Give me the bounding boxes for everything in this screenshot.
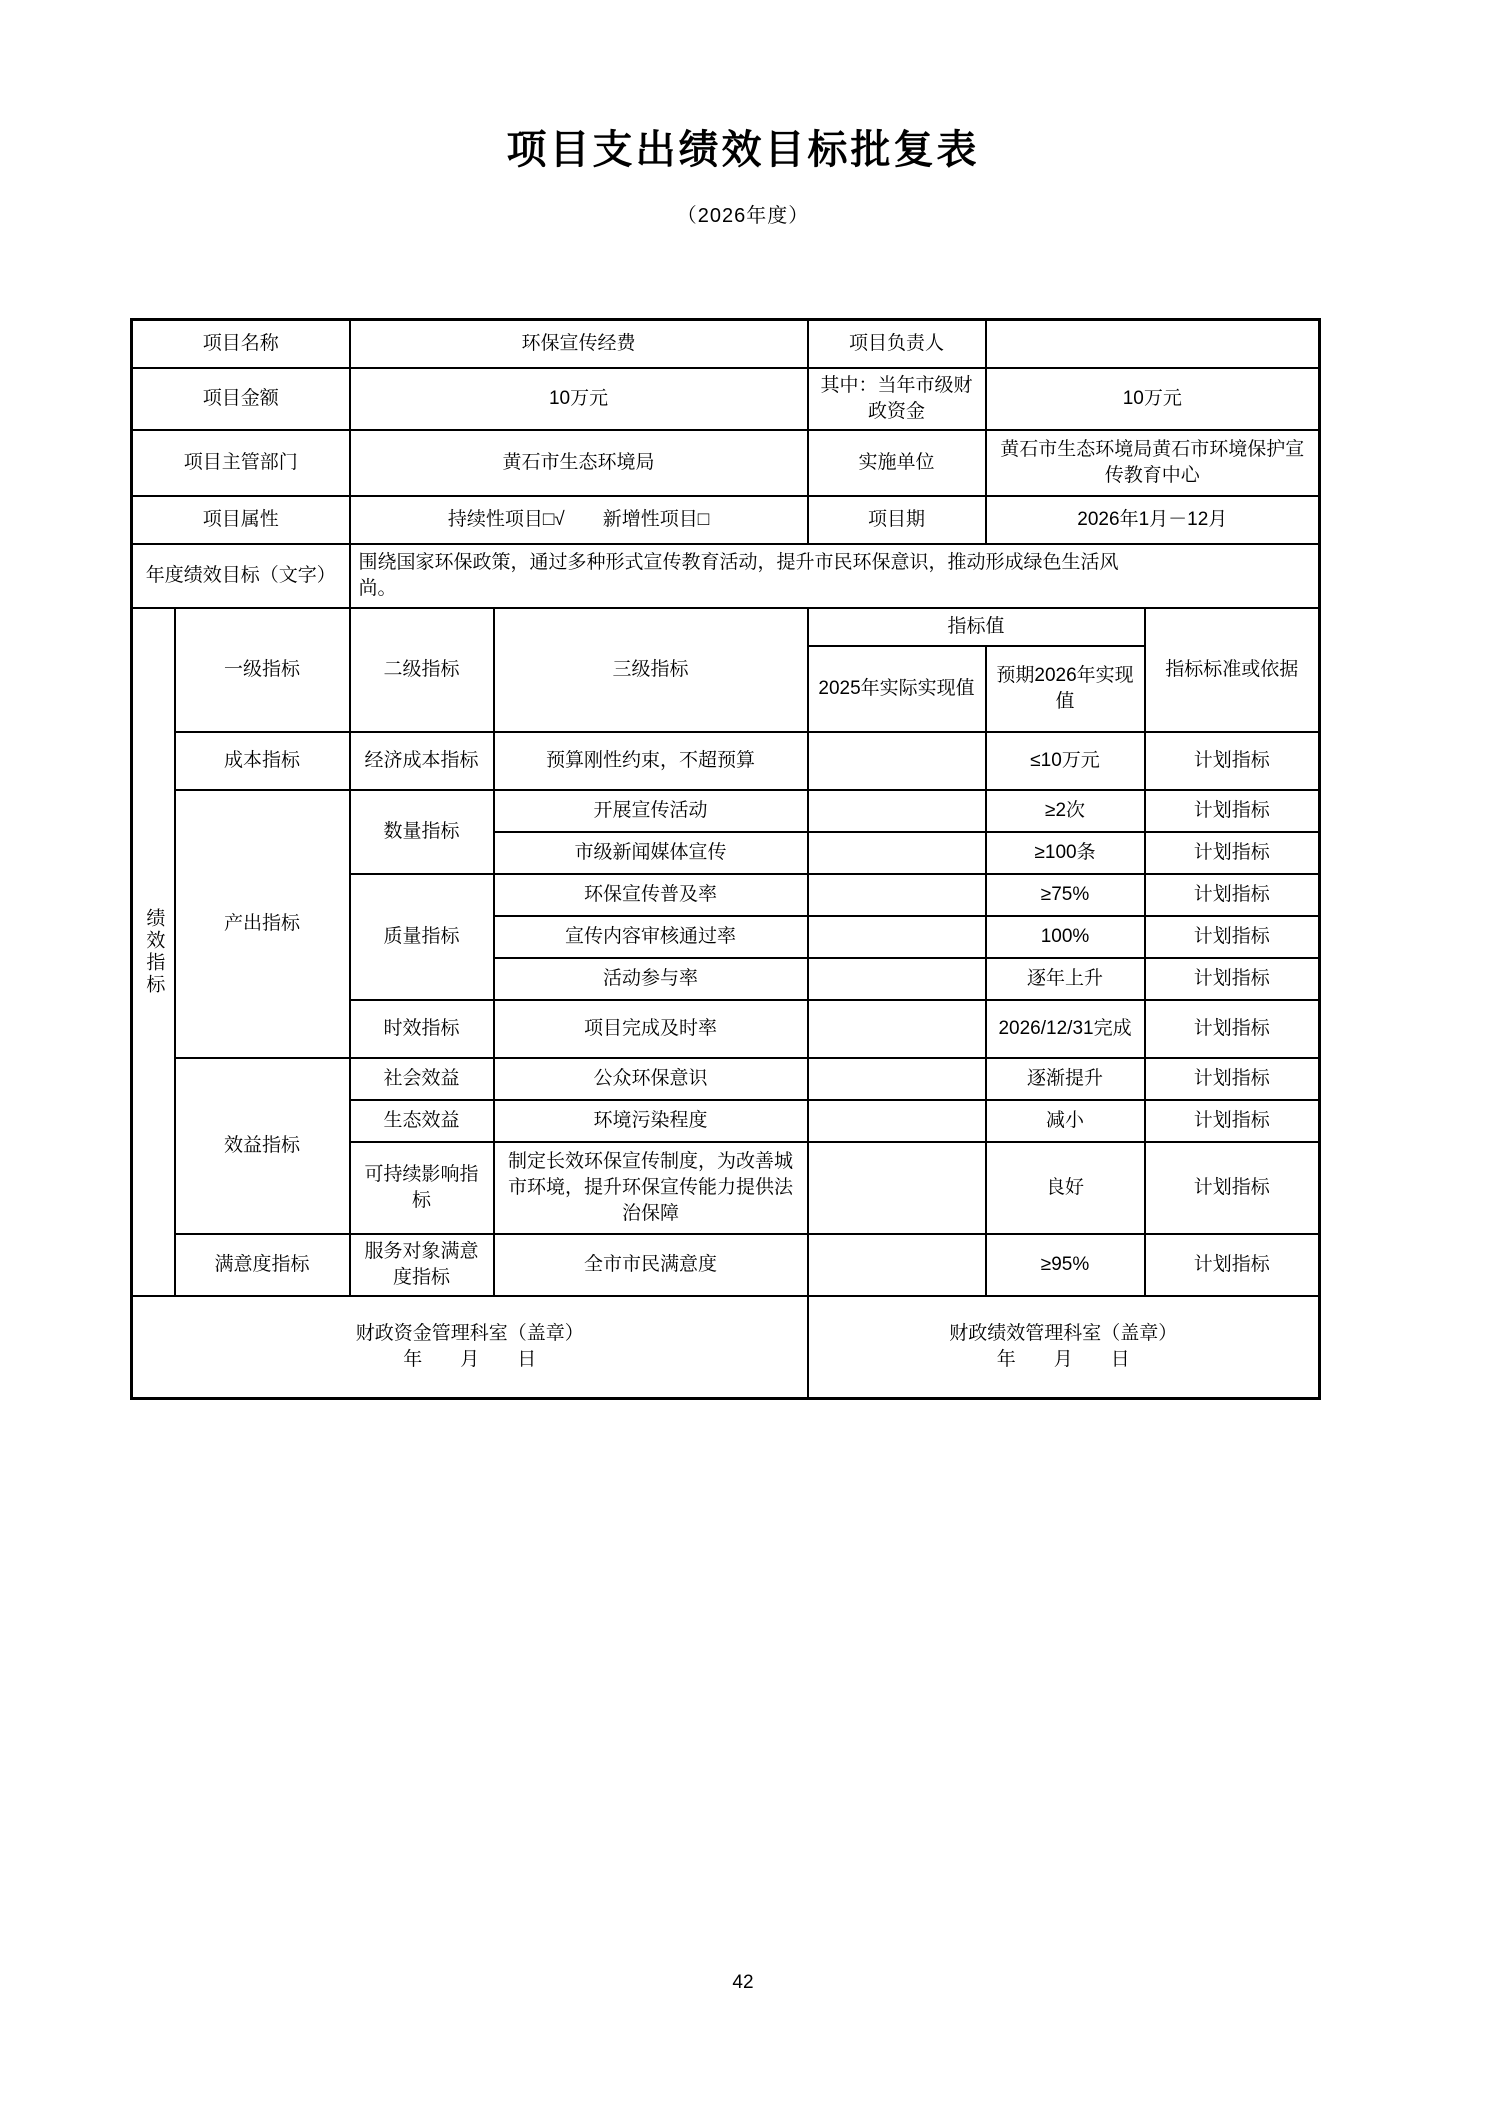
- indicator-header-row-1: [132, 608, 1320, 646]
- level3-budget-constraint: 预算刚性约束，不超预算: [494, 732, 808, 790]
- project-period-label: 项目期: [808, 496, 986, 544]
- project-name-value: 环保宣传经费: [350, 320, 808, 368]
- level3-citizen-satisfaction: 全市市民满意度: [494, 1234, 808, 1296]
- value-2025: [808, 1100, 986, 1142]
- department-label: 项目主管部门: [132, 430, 350, 496]
- header-level3: 三级指标: [494, 608, 808, 732]
- indicator-basis: 计划指标: [1145, 1142, 1320, 1234]
- value-2025: [808, 958, 986, 1000]
- project-name-label: 项目名称: [132, 320, 350, 368]
- indicator-basis: 计划指标: [1145, 1058, 1320, 1100]
- level2-economic-cost: 经济成本指标: [350, 732, 494, 790]
- level2-quantity: 数量指标: [350, 790, 494, 874]
- department-value: 黄石市生态环境局: [350, 430, 808, 496]
- page-subtitle: （2026年度）: [676, 205, 810, 227]
- approval-table: [130, 318, 1321, 1400]
- value-2025: [808, 790, 986, 832]
- annual-goal-text: [350, 544, 1320, 608]
- value-2026: 良好: [986, 1142, 1145, 1234]
- indicator-basis: 计划指标: [1145, 1100, 1320, 1142]
- city-funds-label: 其中：当年市级财政资金: [808, 368, 986, 430]
- header-value-group: 指标值: [808, 608, 1145, 646]
- indicator-basis: 计划指标: [1145, 790, 1320, 832]
- value-2025: [808, 732, 986, 790]
- page-number: 42: [732, 1972, 754, 1993]
- indicator-basis: 计划指标: [1145, 874, 1320, 916]
- signature-left-date: 年 月 日: [403, 1349, 537, 1371]
- signature-left-title: 财政资金管理科室（盖章）: [355, 1322, 584, 1344]
- info-row-annual-goal: [132, 544, 1320, 608]
- page-title: 项目支出绩效目标批复表: [506, 128, 980, 172]
- annual-goal-label: 年度绩效目标（文字）: [132, 544, 350, 608]
- value-2026: 100%: [986, 916, 1145, 958]
- indicator-basis: 计划指标: [1145, 1000, 1320, 1058]
- value-2026: ≥2次: [986, 790, 1145, 832]
- value-2025: [808, 1058, 986, 1100]
- project-period-value: 2026年1月－12月: [986, 496, 1320, 544]
- info-row-attribute: [132, 496, 1320, 544]
- implementing-unit-label: 实施单位: [808, 430, 986, 496]
- indicator-row: [132, 1234, 1320, 1296]
- header-value-2026: 预期2026年实现值: [986, 646, 1145, 732]
- annual-goal-text-inner: 围绕国家环保政策，通过多种形式宣传教育活动，提升市民环保意识，推动形成绿色生活风尚。: [358, 551, 1119, 599]
- value-2025: [808, 1142, 986, 1234]
- city-funds-value: 10万元: [986, 368, 1320, 430]
- header-level2: 二级指标: [350, 608, 494, 732]
- level3-long-term-system: 制定长效环保宣传制度，为改善城市环境，提升环保宣传能力提供法治保障: [494, 1142, 808, 1234]
- value-2025: [808, 916, 986, 958]
- project-amount-label: 项目金额: [132, 368, 350, 430]
- value-2026: ≤10万元: [986, 732, 1145, 790]
- value-2026: 减小: [986, 1100, 1145, 1142]
- level2-sustainable-impact: 可持续影响指标: [350, 1142, 494, 1234]
- indicator-row: [132, 1058, 1320, 1100]
- signature-left-cell: [132, 1296, 808, 1398]
- value-2026: 逐年上升: [986, 958, 1145, 1000]
- value-2026: ≥100条: [986, 832, 1145, 874]
- value-2026: 2026/12/31完成: [986, 1000, 1145, 1058]
- level3-review-pass-rate: 宣传内容审核通过率: [494, 916, 808, 958]
- level1-benefit: 效益指标: [175, 1058, 350, 1234]
- value-2025: [808, 1234, 986, 1296]
- indicator-basis: 计划指标: [1145, 732, 1320, 790]
- info-row-department: [132, 430, 1320, 496]
- value-2026: 逐渐提升: [986, 1058, 1145, 1100]
- value-2025: [808, 874, 986, 916]
- value-2025: [808, 1000, 986, 1058]
- indicator-basis: 计划指标: [1145, 916, 1320, 958]
- signature-right-date: 年 月 日: [996, 1349, 1130, 1371]
- info-row-project-amount: [132, 368, 1320, 430]
- header-level1: 一级指标: [175, 608, 350, 732]
- level3-publicity-activities: 开展宣传活动: [494, 790, 808, 832]
- level2-social-benefit: 社会效益: [350, 1058, 494, 1100]
- indicator-row: [132, 790, 1320, 832]
- level3-participation-rate: 活动参与率: [494, 958, 808, 1000]
- header-value-2025: 2025年实际实现值: [808, 646, 986, 732]
- level3-media-publicity: 市级新闻媒体宣传: [494, 832, 808, 874]
- indicator-basis: 计划指标: [1145, 958, 1320, 1000]
- level1-cost: 成本指标: [175, 732, 350, 790]
- value-2026: ≥95%: [986, 1234, 1145, 1296]
- indicator-row: [132, 732, 1320, 790]
- level2-timeliness: 时效指标: [350, 1000, 494, 1058]
- level3-public-awareness: 公众环保意识: [494, 1058, 808, 1100]
- indicator-basis: 计划指标: [1145, 832, 1320, 874]
- project-leader-value: [986, 320, 1320, 368]
- performance-indicator-section-label: 绩效指标: [132, 608, 175, 1296]
- indicator-basis: 计划指标: [1145, 1234, 1320, 1296]
- level3-completion-rate: 项目完成及时率: [494, 1000, 808, 1058]
- project-amount-value: 10万元: [350, 368, 808, 430]
- level2-quality: 质量指标: [350, 874, 494, 1000]
- signature-right-cell: [808, 1296, 1320, 1398]
- level3-pollution-degree: 环境污染程度: [494, 1100, 808, 1142]
- level2-service-satisfaction: 服务对象满意度指标: [350, 1234, 494, 1296]
- value-2026: ≥75%: [986, 874, 1145, 916]
- signature-row: [132, 1296, 1320, 1398]
- project-attribute-value: 持续性项目□√ 新增性项目□: [350, 496, 808, 544]
- level1-satisfaction: 满意度指标: [175, 1234, 350, 1296]
- implementing-unit-value: 黄石市生态环境局黄石市环境保护宣传教育中心: [986, 430, 1320, 496]
- value-2025: [808, 832, 986, 874]
- project-leader-label: 项目负责人: [808, 320, 986, 368]
- info-row-project-name: [132, 320, 1320, 368]
- level3-coverage-rate: 环保宣传普及率: [494, 874, 808, 916]
- signature-right-title: 财政绩效管理科室（盖章）: [949, 1322, 1178, 1344]
- level1-output: 产出指标: [175, 790, 350, 1058]
- project-attribute-label: 项目属性: [132, 496, 350, 544]
- header-basis: 指标标准或依据: [1145, 608, 1320, 732]
- level2-ecological-benefit: 生态效益: [350, 1100, 494, 1142]
